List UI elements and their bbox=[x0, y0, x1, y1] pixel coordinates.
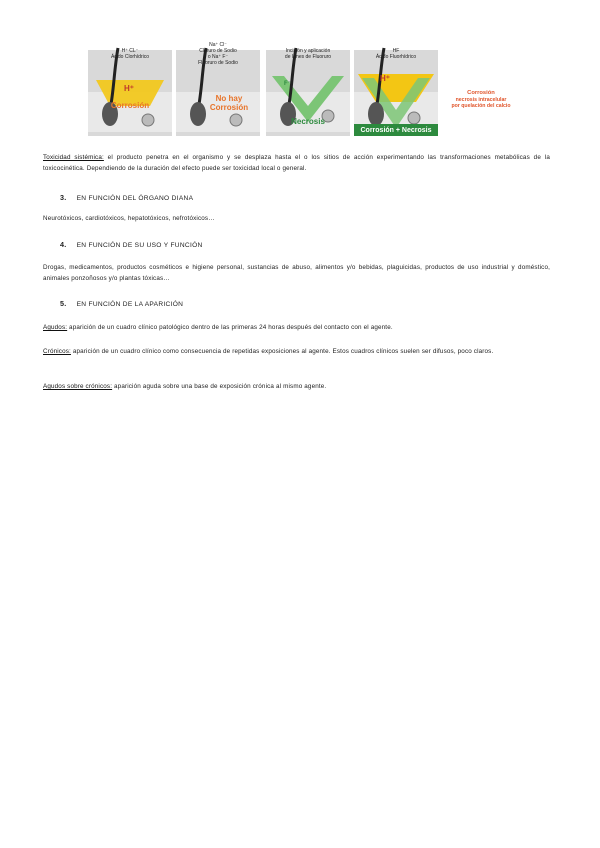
panel-hf-ion: H⁺ bbox=[380, 74, 390, 83]
section-title: EN FUNCIÓN DE LA APARICIÓN bbox=[76, 301, 184, 308]
panel-hcl-ion: H⁺ bbox=[124, 84, 134, 93]
cronicos-text: aparición de un cuadro clínico como consecuencia de repetidas exposiciones al agente. Estos cuadros clínicos suelen ser difusos, poco claros. bbox=[70, 348, 494, 355]
section-heading-5 bbox=[60, 299, 183, 308]
panel-hcl bbox=[88, 40, 172, 136]
agudos-text: aparición de un cuadro clínico patológico dentro de las primeras 24 horas después del contacto con el agente. bbox=[67, 324, 393, 331]
cronicos-term: Crónicos: bbox=[43, 348, 71, 355]
panel-hcl-result: Corrosión bbox=[110, 101, 150, 110]
figure-note: Corrosión necrosis intracelular por quelación del calcio bbox=[451, 90, 511, 109]
panel-fluoride-title: Incisión y aplicación de Iones de Fluoruro bbox=[284, 48, 332, 60]
section-number: 4. bbox=[60, 240, 67, 249]
toxicidad-term: Toxicidad sistémica: bbox=[43, 154, 104, 161]
panel-hf-result: Corrosión + Necrosis bbox=[360, 127, 432, 134]
section-heading-4 bbox=[60, 240, 203, 249]
agudos-term: Agudos: bbox=[43, 324, 68, 331]
section-heading-3 bbox=[60, 193, 193, 202]
toxicidad-text: el producto penetra en el organismo y se desplaza hasta el o los sitios de acción experimentando las transformaciones metabólicas de la toxicocinética. Dependiendo de la duración del efecto puede ser toxicidad local o general. bbox=[43, 154, 550, 172]
panel-hcl-title: H⁺ CL⁻ Ácido Clorhídrico bbox=[110, 48, 150, 60]
panel-nacl bbox=[176, 40, 260, 136]
section-number: 5. bbox=[60, 299, 67, 308]
panel-nacl-title: Na⁺ Cl⁻ Cloruro de Sodio o Na⁺ F⁻ Fluoruro de Sodio bbox=[198, 42, 238, 66]
agudos-paragraph bbox=[43, 322, 550, 333]
skin-reaction-figure bbox=[88, 40, 511, 138]
organo-paragraph: Neurotóxicos, cardiotóxicos, hepatotóxicos, nefrotóxicos… bbox=[43, 215, 215, 222]
panel-hf-title: HF Ácido Fluorhídrico bbox=[375, 48, 417, 60]
toxicidad-paragraph bbox=[43, 152, 550, 174]
agudos-cronicos-term: Agudos sobre crónicos: bbox=[43, 383, 113, 390]
uso-paragraph: Drogas, medicamentos, productos cosméticos e higiene personal, sustancias de abuso, alimentos y/o bebidas, plaguicidas, productos de uso industrial y doméstico, animales ponzoñosos y/o plantas tóxicas… bbox=[43, 264, 550, 282]
section-title: EN FUNCIÓN DE SU USO Y FUNCIÓN bbox=[76, 242, 203, 249]
agudos-cronicos-paragraph bbox=[43, 381, 550, 392]
section-number: 3. bbox=[60, 193, 67, 202]
cronicos-paragraph bbox=[43, 346, 550, 357]
agudos-cronicos-text: aparición aguda sobre una base de exposición crónica al mismo agente. bbox=[112, 383, 327, 390]
panel-fluoride bbox=[266, 40, 350, 136]
section-title: EN FUNCIÓN DEL ÓRGANO DIANA bbox=[76, 195, 194, 202]
panel-fluoride-result: Necrosis bbox=[291, 117, 325, 126]
panel-nacl-result: No hay Corrosión bbox=[209, 94, 249, 112]
panel-fluoride-ion: F⁻ bbox=[284, 81, 291, 87]
panel-hf bbox=[354, 40, 438, 136]
